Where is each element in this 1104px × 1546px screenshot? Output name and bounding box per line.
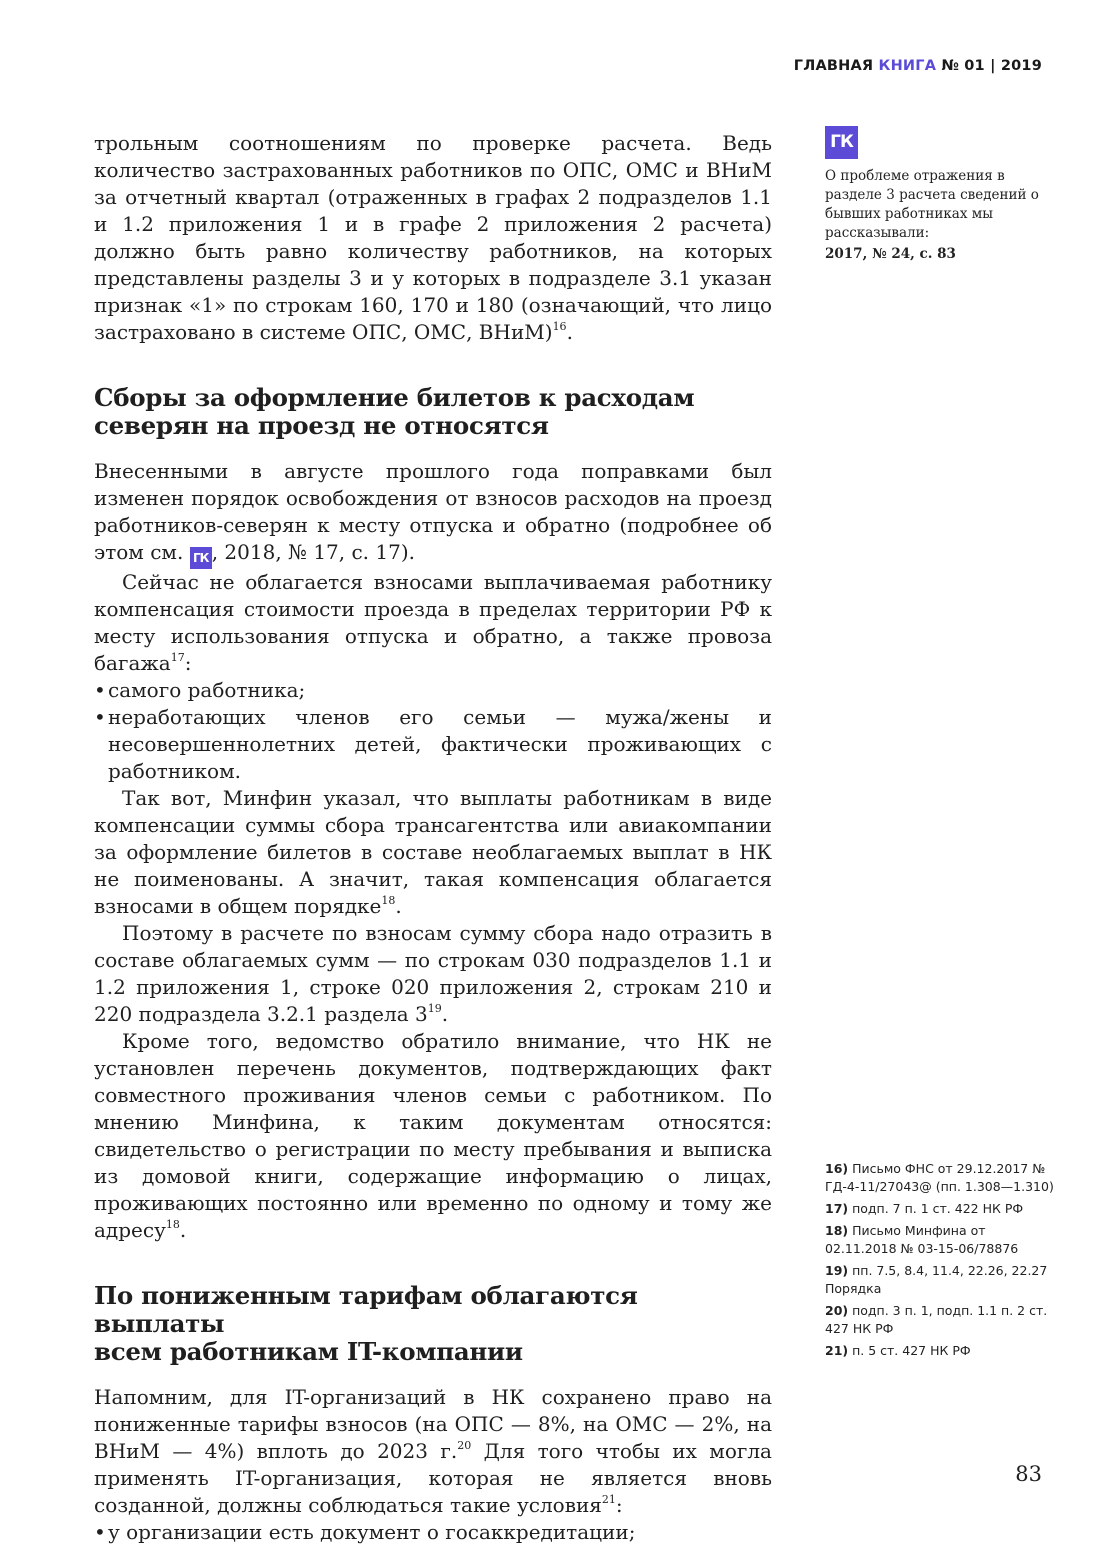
magazine-logo-icon: ГК — [825, 126, 858, 159]
paragraph: Сейчас не облагается взносами выплачиваемая работнику компенсация стоимости проезда в пределах территории РФ к месту использования отпуска и обратно, а также провоза багажа$^{17}$: — [94, 570, 772, 675]
footnote: 17) подп. 7 п. 1 ст. 422 НК РФ — [825, 1201, 1024, 1216]
bullet-list — [94, 677, 772, 785]
list-item: • самого работника; — [94, 677, 772, 704]
list-item: • у организации есть документ о госаккредитации; — [94, 1519, 772, 1546]
footnote: 20) подп. 3 п. 1, подп. 1.1 п. 2 ст. 427 НК РФ — [825, 1303, 1048, 1336]
bullet-list — [94, 1519, 772, 1546]
main-column — [94, 130, 772, 1546]
intro-paragraph: трольным соотношениям по проверке расчета. Ведь количество застрахованных работников по ОПС, ОМС и ВНиМ за отчетный квартал (отраженных в графах 2 подразделов 1.1 и 1.2 приложения 1 и в графе 2 приложения 2 расчета) должно быть равно количеству работников, на которых представлены разделы 3 и у которых в подразделе 3.1 указан признак «1» по строкам 160, 170 и 180 (означающий, что лицо застраховано в системе ОПС, ОМС, ВНиМ)$^{16}$. — [94, 131, 772, 344]
footnotes — [825, 1160, 1055, 1364]
header-journal-name: ГЛАВНАЯ — [793, 58, 874, 74]
paragraph: Так вот, Минфин указал, что выплаты работникам в виде компенсации суммы сбора трансагентства или авиакомпании за оформление билетов в составе необлагаемых выплат в НК не поименованы. А значит, такая компенсация облагается взносами в общем порядке$^{18}$. — [94, 786, 772, 918]
sidebar-note — [825, 126, 1055, 264]
footnote: 18) Письмо Минфина от 02.11.2018 № 03-15-06/78876 — [825, 1223, 1019, 1256]
footnote: 19) пп. 7.5, 8.4, 11.4, 22.26, 22.27 Порядка — [825, 1263, 1048, 1296]
footnote-ref[interactable]: 18 — [381, 894, 396, 908]
footnote: 21) п. 5 ст. 427 НК РФ — [825, 1343, 971, 1358]
footnote-ref[interactable]: 18 — [165, 1218, 180, 1232]
header-issue: № 01 | 2019 — [941, 58, 1042, 74]
header-journal-accent: КНИГА — [878, 58, 937, 74]
footnote-ref[interactable]: 17 — [170, 651, 185, 665]
section-heading: Сборы за оформление билетов к расходам северян на проезд не относятся — [94, 383, 695, 440]
paragraph: Кроме того, ведомство обратило внимание, что НК не установлен перечень документов, подтверждающих факт совместного проживания членов семьи с работником. По мнению Минфина, к таким документам относятся: свидетельство о регистрации по месту пребывания и выписка из домовой книги, содержащие информацию о лицах, проживающих постоянно или временно по одному и тому же адресу$^{18}$. — [94, 1029, 772, 1242]
footnote-ref[interactable]: 19 — [427, 1002, 442, 1016]
magazine-logo-icon: ГК — [190, 547, 212, 569]
sidebar-note-text: О проблеме отражения в разделе 3 расчета сведений о бывших работниках мы рассказывали: — [825, 168, 1039, 241]
paragraph: Поэтому в расчете по взносам сумму сбора надо отразить в составе облагаемых сумм — по строкам 030 подразделов 1.1 и 1.2 приложения 1, строке 020 приложения 2, строкам 210 и 220 подраздела 3.2.1 раздела $3^{19}$. — [94, 921, 772, 1026]
footnote-ref[interactable]: 16 — [552, 320, 567, 334]
paragraph: Внесенными в августе прошлого года поправками был изменен порядок освобождения от взносов расходов на проезд работников-северян к месту отпуска и обратно (подробнее об этом см. ГК , 2018, № 17, с. 17). — [94, 458, 772, 569]
footnote-ref[interactable]: 20 — [457, 1439, 472, 1453]
footnote: 16) Письмо ФНС от 29.12.2017 № ГД-4-11/27043@ (пп. 1.308—1.310) — [825, 1161, 1054, 1194]
section-heading: По пониженным тарифам облагаются выплаты всем работникам IT-компании — [94, 1281, 638, 1366]
paragraph: Напомним, для IT-организаций в НК сохранено право на пониженные тарифы взносов (на ОПС — 8%, на ОМС — 2%, на ВНиМ — 4%) вплоть до 2023 г.$^{20}$ Для того чтобы их могла применять IT-организация, которая не является вновь созданной, должны соблюдаться такие условия$^{21}$: — [94, 1385, 772, 1517]
footnote-ref[interactable]: 21 — [601, 1493, 616, 1507]
list-item: • неработающих членов его семьи — мужа/жены и несовершеннолетних детей, фактически проживающих с работником. — [94, 704, 772, 785]
page-number: 83 — [1015, 1462, 1042, 1486]
running-header — [794, 58, 1042, 74]
sidebar-note-reference[interactable]: 2017, № 24, с. 83 — [825, 246, 956, 262]
